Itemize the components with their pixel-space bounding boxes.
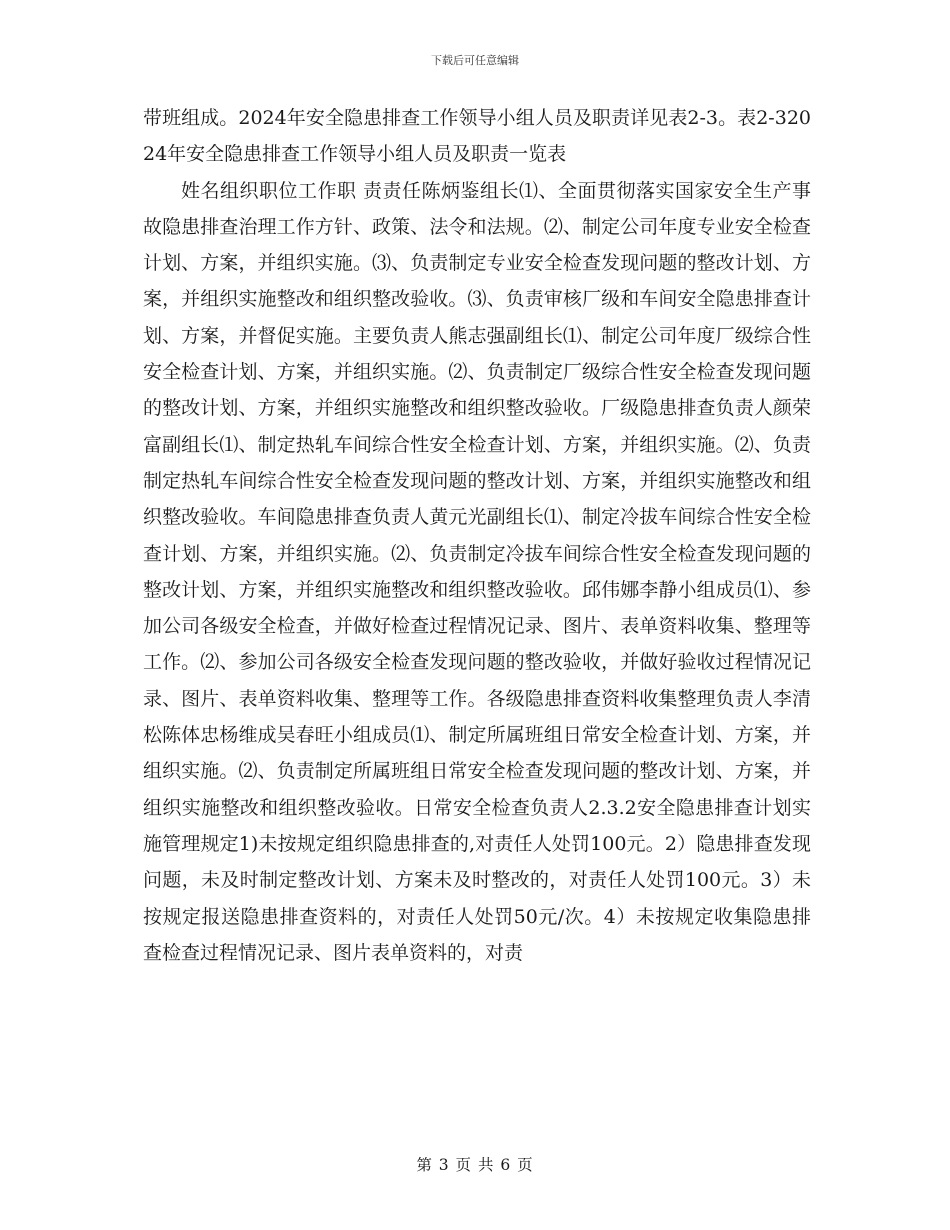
page-header: 下载后可任意编辑: [431, 54, 519, 67]
paragraph-intro: 带班组成。2024年安全隐患排查工作领导小组人员及职责详见表2-3。表2-32024年安全隐患排查工作领导小组人员及职责一览表: [143, 107, 811, 166]
page-number-footer: 第 3 页 共 6 页: [416, 1156, 534, 1174]
paragraph-responsibilities: 姓名组织职位工作职 责责任陈炳鉴组长⑴、全面贯彻落实国家安全生产事故隐患排查治理工作方针、政策、法令和法规。⑵、制定公司年度专业安全检查计划、方案，并组织实施。⑶、负责制定专业安全检查发现问题的整改计划、方案，并组织实施整改和组织整改验收。⑶、负责审核厂级和车间安全隐患排查计划、方案，并督促实施。主要负责人熊志强副组长⑴、制定公司年度厂级综合性安全检查计划、方案，并组织实施。⑵、负责制定厂级综合性安全检查发现问题的整改计划、方案，并组织实施整改和组织整改验收。厂级隐患排查负责人颜荣富副组长⑴、制定热轧车间综合性安全检查计划、方案，并组织实施。⑵、负责制定热轧车间综合性安全检查发现问题的整改计划、方案，并组织实施整改和组织整改验收。车间隐患排查负责人黄元光副组长⑴、制定冷拔车间综合性安全检查计划、方案，并组织实施。⑵、负责制定冷拔车间综合性安全检查发现问题的整改计划、方案，并组织实施整改和组织整改验收。邱伟娜李静小组成员⑴、参加公司各级安全检查，并做好检查过程情况记录、图片、表单资料收集、整理等工作。⑵、参加公司各级安全检查发现问题的整改验收，并做好验收过程情况记录、图片、表单资料收集、整理等工作。各级隐患排查资料收集整理负责人李清松陈体忠杨维成吴春旺小组成员⑴、制定所属班组日常安全检查计划、方案，并组织实施。⑵、负责制定所属班组日常安全检查发现问题的整改计划、方案，并组织实施整改和组织整改验收。日常安全检查负责人2.3.2安全隐患排查计划实施管理规定1)未按规定组织隐患排查的,对责任人处罚100元。2）隐患排查发现问题，未及时制定整改计划、方案未及时整改的，对责任人处罚100元。3）未按规定报送隐患排查资料的，对责任人处罚50元/次。4）未按规定收集隐患排查检查过程情况记录、图片表单资料的，对责: [143, 179, 811, 964]
document-body: [143, 100, 811, 971]
